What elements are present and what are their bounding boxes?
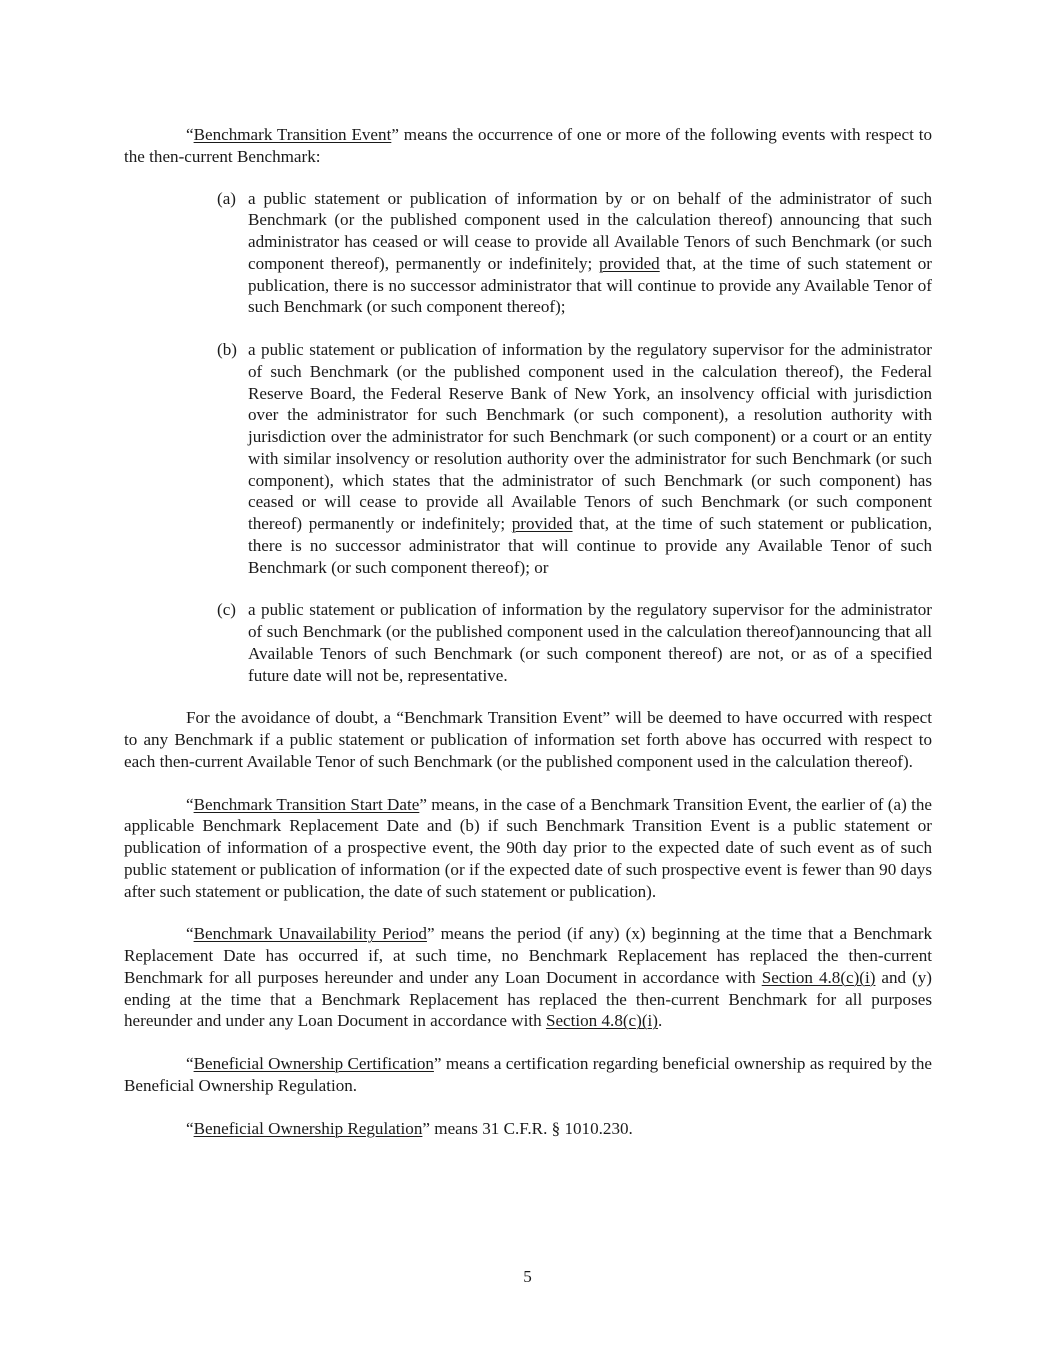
section-reference: Section 4.8(c)(i) — [761, 967, 876, 987]
definition-beneficial-ownership-certification: “Beneficial Ownership Certification” means a certification regarding beneficial ownership as required by the Beneficial Ownership Regulation. — [124, 1054, 932, 1095]
item-text: a public statement or publication of information by or on behalf of the administrator of such Benchmark (or the published component used in the calculation thereof) announcing that such administrator has ceased or will cease to provide all Available Tenors of such Benchmark (or such component thereof), permanently or indefinitely; provided that, at the time of such statement or publication, there is no successor administrator that will continue to provide any Available Tenor of such Benchmark (or such component thereof); — [248, 188, 932, 317]
definition-benchmark-transition-event — [124, 124, 932, 773]
page-number: 5 — [523, 1267, 532, 1286]
definition-benchmark-unavailability-period: “Benchmark Unavailability Period” means the period (if any) (x) beginning at the time that a Benchmark Replacement Date has occurred if, at such time, no Benchmark Replacement has replaced the then-current Benchmark for all purposes hereunder and under any Loan Document in accordance with Section 4.8(c)(i) and (y) ending at the time that a Benchmark Replacement has replaced the then-current Benchmark for all purposes hereunder and under any Loan Document in accordance with Section 4.8(c)(i). — [124, 924, 932, 1031]
document-page — [124, 124, 932, 1139]
event-list — [124, 188, 932, 687]
list-item-c — [217, 599, 932, 686]
defined-term: Benchmark Transition Event — [193, 125, 392, 144]
list-item-b — [217, 339, 932, 578]
item-text: a public statement or publication of information by the regulatory supervisor for the administrator of such Benchmark (or the published component used in the calculation thereof)announcing that all Available Tenors of such Benchmark (or such component thereof) are not, or as of a specified future date will not be, representative. — [248, 600, 932, 685]
item-text: a public statement or publication of information by the regulatory supervisor for the administrator of such Benchmark (or the published component used in the calculation thereof), the Federal Reserve Board, the Federal Reserve Bank of New York, an insolvency official with jurisdiction over the administrator for such Benchmark (or such component), a resolution authority with jurisdiction over the administrator for such Benchmark (or such component) or a court or an entity with similar insolvency or resolution authority over the administrator for such Benchmark (or such component), which states that the administrator of such Benchmark (or such component) has ceased or will cease to provide all Available Tenors of such Benchmark (or such component thereof) permanently or indefinitely; provided that, at the time of such statement or publication, there is no successor administrator that will continue to provide any Available Tenor of such Benchmark (or such component thereof); or — [248, 340, 932, 577]
list-item-a — [217, 188, 932, 319]
section-reference: Section 4.8(c)(i) — [545, 1011, 658, 1031]
defined-term: Beneficial Ownership Regulation — [193, 1118, 423, 1138]
item-label: (a) — [217, 188, 236, 208]
provided-term: provided — [511, 514, 573, 533]
defined-term: Benchmark Transition Start Date — [193, 794, 420, 814]
defined-term: Benchmark Unavailability Period — [193, 924, 427, 944]
item-label: (b) — [217, 340, 237, 359]
item-label: (c) — [217, 600, 236, 620]
provided-term: provided — [598, 253, 660, 273]
definition-beneficial-ownership-regulation: “Beneficial Ownership Regulation” means 31 C.F.R. § 1010.230. — [186, 1118, 633, 1138]
avoidance-of-doubt-note: For the avoidance of doubt, a “Benchmark Transition Event” will be deemed to have occurred with respect to any Benchmark if a public statement or publication of information set forth above has occurred with respect to each then-current Available Tenor of such Benchmark (or the published component used in the calculation thereof). — [124, 708, 932, 771]
definition-benchmark-transition-start-date: “Benchmark Transition Start Date” means, in the case of a Benchmark Transition Event, the earlier of (a) the applicable Benchmark Replacement Date and (b) if such Benchmark Transition Event is a public statement or publication of information of a prospective event, the 90th day prior to the expected date of such event as of such public statement or publication of information (or if the expected date of such prospective event is fewer than 90 days after such statement or publication, the date of such statement or publication). — [124, 794, 932, 901]
defined-term: Beneficial Ownership Certification — [193, 1054, 434, 1073]
definition-intro: “Benchmark Transition Event” means the occurrence of one or more of the following events with respect to the then-current Benchmark: — [124, 125, 933, 166]
